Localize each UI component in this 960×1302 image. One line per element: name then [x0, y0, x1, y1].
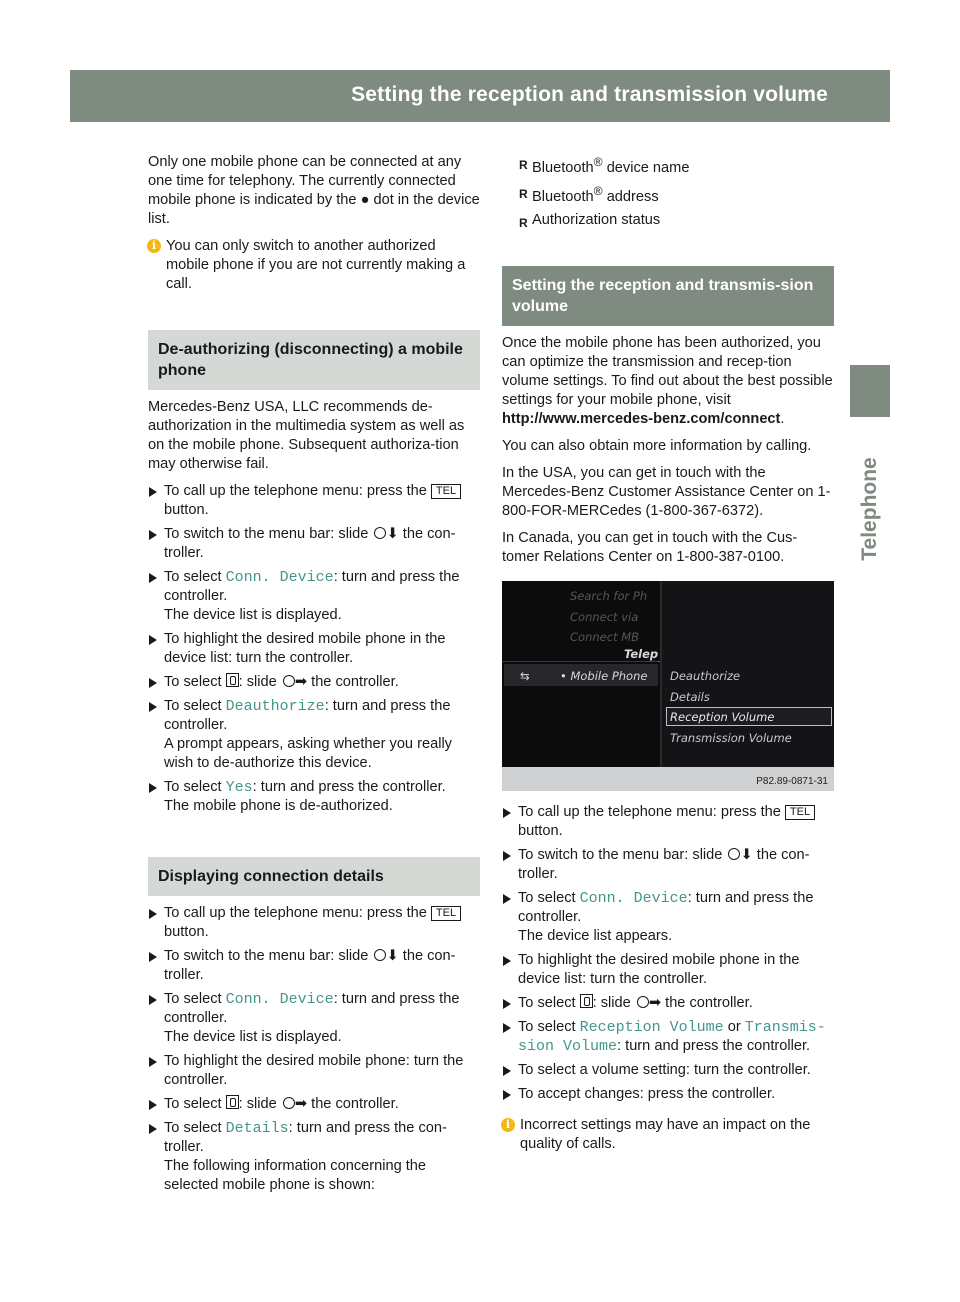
header-divider [899, 70, 902, 122]
controller-icon [728, 848, 740, 860]
screenshot-menu-item: Connect via [570, 609, 639, 624]
intro-paragraph: Only one mobile phone can be connected at any one time for telephony. The currently connected mobile phone is indicated by the ● dot in the device list. [148, 154, 480, 227]
step-item: To accept changes: press the controller. [502, 1085, 834, 1104]
step-item: To select Details: turn and press the con-troller. The following information concerning the selected mobile phone is shown: [148, 1119, 480, 1195]
section-heading-connection-details: Displaying connection details [148, 857, 480, 896]
dot-icon: ● [360, 192, 370, 208]
menu-item-yes: Yes [225, 779, 253, 796]
side-tab-marker [850, 365, 890, 417]
step-item: To select Reception Volume or Transmis-sion Volume: turn and press the controller. [502, 1018, 834, 1056]
phone-options-icon [580, 994, 593, 1008]
step-item: To select : slide ➡ the controller. [148, 673, 480, 692]
step-item: To call up the telephone menu: press the TELbutton. [148, 904, 480, 942]
phone-options-icon [226, 1095, 239, 1109]
phone-options-icon [226, 673, 239, 687]
screenshot-menu-item: Telep [624, 646, 659, 661]
screenshot-back-icon: ⇆ [520, 668, 530, 683]
step-arrow-icon [149, 678, 157, 688]
controller-icon [374, 949, 386, 961]
step-item: To select Conn. Device: turn and press the controller. The device list is displayed. [148, 990, 480, 1047]
page-header [70, 70, 938, 122]
step-arrow-icon [149, 1057, 157, 1067]
paragraph: In Canada, you can get in touch with the Cus-tomer Relations Center on 1-800-387-0100. [502, 529, 798, 565]
controller-icon [283, 1097, 295, 1109]
paragraph: You can also obtain more information by calling. [502, 437, 812, 454]
bullet-item: R Bluetooth® device name [519, 155, 690, 176]
step-item: To switch to the menu bar: slide ⬇ the con-troller. [502, 846, 834, 884]
step-item: To select Yes: turn and press the controller. The mobile phone is de-authorized. [148, 778, 480, 816]
step-item: To highlight the desired mobile phone in the device list: turn the controller. [502, 951, 834, 989]
step-item: To select : slide ➡ the controller. [148, 1095, 480, 1114]
step-arrow-icon [149, 487, 157, 497]
step-arrow-icon [503, 808, 511, 818]
controller-icon [374, 527, 386, 539]
step-arrow-icon [149, 1124, 157, 1134]
tel-key-icon: TEL [431, 484, 461, 499]
controller-icon [283, 675, 295, 687]
step-arrow-icon [149, 573, 157, 583]
header-title: Setting the reception and transmission volume [351, 83, 828, 106]
tel-key-icon: TEL [431, 906, 461, 921]
screenshot-menu-item: Search for Ph [570, 588, 648, 603]
menu-item-reception-volume: Reception Volume [579, 1018, 724, 1036]
step-arrow-icon [149, 952, 157, 962]
menu-item-conn-device: Conn. Device [225, 569, 334, 586]
info-icon: i [501, 1118, 515, 1132]
screenshot-submenu-item-selected: Reception Volume [670, 709, 775, 724]
volume-paragraph: Once the mobile phone has been authorized, you can optimize the transmission and recep-tion volume settings. To find out about the best possible settings for your mobile phone, visit http://www.mercedes-benz.com/connect. [502, 334, 833, 427]
section-text: Mercedes-Benz USA, LLC recommends de-authorization in the multimedia system as well as on the mobile phone. Subsequent authoriza-tion may otherwise fail. [148, 399, 465, 472]
step-arrow-icon [503, 1023, 511, 1033]
screenshot-menu-right [660, 581, 834, 767]
figure-code: P82.89-0871-31 [756, 775, 828, 787]
step-arrow-icon [149, 635, 157, 645]
step-item: To call up the telephone menu: press the TELbutton. [148, 482, 480, 520]
step-arrow-icon [149, 783, 157, 793]
step-item: To switch to the menu bar: slide ⬇ the con-troller. [148, 947, 480, 985]
info-icon: i [147, 239, 161, 253]
step-item: To select : slide ➡ the controller. [502, 994, 834, 1013]
menu-item-transmission-volume: Transmis-sion Volume [518, 1018, 826, 1055]
menu-item-details: Details [225, 1120, 289, 1137]
screenshot-submenu-item: Deauthorize [670, 668, 741, 683]
screenshot-submenu-item: Details [670, 689, 710, 704]
screenshot-menu-left [502, 581, 658, 767]
step-arrow-icon [503, 1066, 511, 1076]
step-item: To switch to the menu bar: slide ⬇ the con-troller. [148, 525, 480, 563]
menu-item-conn-device: Conn. Device [579, 889, 688, 907]
step-arrow-icon [149, 995, 157, 1005]
screenshot-submenu-item: Transmission Volume [670, 730, 792, 745]
step-item: To select Deauthorize: turn and press the controller. A prompt appears, asking whether you really wish to de-authorize this device. [148, 697, 480, 773]
step-arrow-icon [503, 999, 511, 1009]
controller-icon [637, 996, 649, 1008]
right-column [502, 153, 834, 1162]
bullet-item: R Authorization status [519, 211, 661, 230]
step-item: To highlight the desired mobile phone in the device list: turn the controller. [148, 630, 480, 668]
step-item: To select Conn. Device: turn and press the controller. The device list is displayed. [148, 568, 480, 625]
info-note: i Incorrect settings may have an impact on the quality of calls. [502, 1116, 834, 1154]
system-screenshot [502, 581, 834, 791]
step-arrow-icon [149, 909, 157, 919]
step-arrow-icon [503, 851, 511, 861]
menu-item-conn-device: Conn. Device [225, 991, 334, 1008]
step-item: To select a volume setting: turn the controller. [502, 1061, 834, 1080]
step-arrow-icon [149, 530, 157, 540]
paragraph: In the USA, you can get in touch with the Mercedes-Benz Customer Assistance Center on 1-800-FOR-MERCedes (1-800-367-6372). [502, 464, 831, 519]
step-item: To call up the telephone menu: press the TELbutton. [502, 803, 834, 841]
step-arrow-icon [503, 1090, 511, 1100]
tel-key-icon: TEL [785, 805, 815, 820]
bullet-item: R Bluetooth® address [519, 183, 659, 205]
section-heading-volume: Setting the reception and transmis-sion volume [502, 266, 834, 326]
screenshot-menu-item: • Mobile Phone [560, 668, 648, 683]
screenshot-menu-item: Connect MB [570, 629, 640, 644]
left-column [148, 153, 480, 1200]
step-arrow-icon [149, 702, 157, 712]
step-arrow-icon [503, 894, 511, 904]
menu-item-deauthorize: Deauthorize [225, 698, 325, 715]
info-note: i You can only switch to another authorized mobile phone if you are not currently making a call. [148, 237, 480, 294]
page-number: 97 [914, 83, 938, 106]
step-arrow-icon [149, 1100, 157, 1110]
section-heading-deauthorize: De-authorizing (disconnecting) a mobile phone [148, 330, 480, 390]
connect-url: http://www.mercedes-benz.com/connect [502, 410, 781, 427]
step-arrow-icon [503, 956, 511, 966]
step-item: To select Conn. Device: turn and press the controller. The device list appears. [502, 889, 834, 946]
step-item: To highlight the desired mobile phone: turn the controller. [148, 1052, 480, 1090]
side-tab-label: Telephone [858, 457, 881, 561]
